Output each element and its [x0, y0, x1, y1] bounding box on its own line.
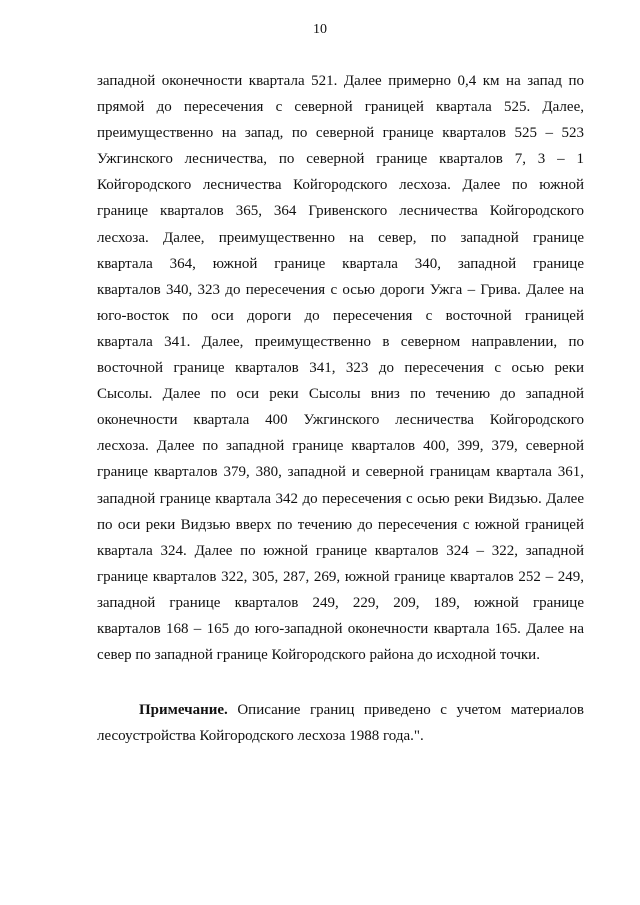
note-paragraph — [97, 697, 584, 749]
text-line: западной границе кварталов 249, 229, 209, 189, южной границе — [97, 594, 584, 611]
text-line: восточной границе кварталов 341, 323 до пересечения с осью реки — [97, 360, 584, 377]
boundary-description — [97, 68, 584, 668]
text-line: преимущественно на запад, по северной границе кварталов 525 – 523 — [97, 125, 584, 142]
note-label: Примечание. — [139, 702, 228, 718]
note-first-line — [97, 697, 584, 723]
text-line: Койгородского лесничества Койгородского лесхоза. Далее по южной — [97, 177, 584, 194]
text-line: лесхоза. Далее, преимущественно на север, по западной границе — [97, 229, 584, 246]
text-line: Сысолы. Далее по оси реки Сысолы вниз по течению до западной — [97, 386, 584, 403]
text-line: Ужгинского лесничества, по северной границе кварталов 7, 3 – 1 — [97, 151, 584, 168]
text-line: север по западной границе Койгородского района до исходной точки. — [97, 647, 540, 664]
text-line: квартала 324. Далее по южной границе кварталов 324 – 322, западной — [97, 542, 584, 559]
text-line: оконечности квартала 400 Ужгинского лесничества Койгородского — [97, 412, 584, 429]
text-line: по оси реки Видзью вверх по течению до пересечения с южной границей — [97, 516, 584, 533]
text-line: прямой до пересечения с северной границей квартала 525. Далее, — [97, 99, 584, 116]
text-line: границе кварталов 365, 364 Гривенского лесничества Койгородского — [97, 203, 584, 220]
text-line: границе кварталов 379, 380, западной и северной границам квартала 361, — [97, 464, 584, 481]
text-line: кварталов 340, 323 до пересечения с осью дороги Ужга – Грива. Далее на — [97, 281, 584, 298]
note-second-line: лесоустройства Койгородского лесхоза 1988 года.". — [97, 728, 424, 745]
text-line: западной границе квартала 342 до пересечения с осью реки Видзью. Далее — [97, 490, 584, 507]
text-line: юго-восток по оси дороги до пересечения с восточной границей — [97, 307, 584, 324]
page-number: 10 — [313, 22, 327, 37]
text-line: западной оконечности квартала 521. Далее примерно 0,4 км на запад по — [97, 73, 584, 89]
text-line: лесхоза. Далее по западной границе кварталов 400, 399, 379, северной — [97, 438, 584, 455]
text-line: квартала 364, южной границе квартала 340, западной границе — [97, 255, 584, 272]
note-text: Описание границ приведено с учетом материалов — [227, 702, 584, 718]
text-line: кварталов 168 – 165 до юго-западной оконечности квартала 165. Далее на — [97, 620, 584, 637]
text-line: квартала 341. Далее, преимущественно в северном направлении, по — [97, 333, 584, 350]
text-line: границе кварталов 322, 305, 287, 269, южной границе кварталов 252 – 249, — [97, 568, 584, 585]
